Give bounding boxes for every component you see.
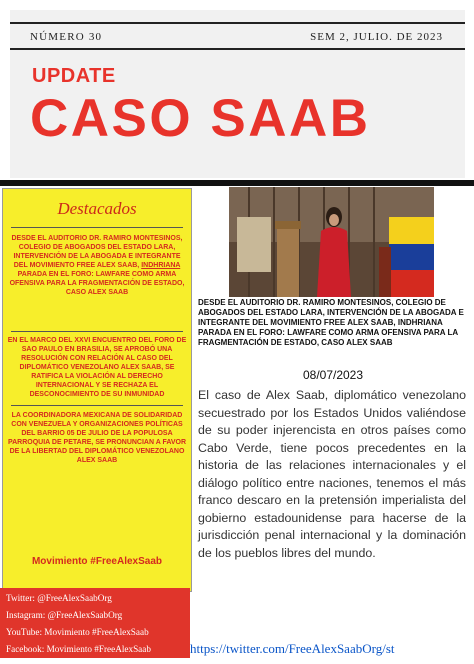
event-photo-image [229, 187, 434, 297]
highlight-item-1-text-end: PARADA EN EL FORO: LAWFARE COMO ARMA OFENSIVA PARA LA FRAGMENTACIÓN DE ESTADO, CASO ALEX SAAB [9, 271, 185, 296]
social-instagram[interactable]: Instagram: @FreeAlexSaabOrg [6, 610, 123, 620]
event-photo [229, 187, 434, 297]
sidebar-title: Destacados [57, 199, 137, 218]
masthead-top-rule [10, 22, 465, 24]
article-body: El caso de Alex Saab, diplomático venezolano secuestrado por los Estados Unidos valiéndose de su poder injerencista en otros países como Cabo Verde, tiene pocos precedentes en la historia de las relaciones internacionales y el diálogo político entre naciones, tenemos el más franco descaro en la pretensión imperialista del gobierno estadounidense para hacerse de la jurisdicción penal internacional y la dominación de los pueblos libres del mundo. [198, 388, 466, 560]
highlights-sidebar [2, 188, 192, 592]
twitter-link[interactable]: https://twitter.com/FreeAlexSaabOrg/st [190, 641, 395, 656]
highlight-item-2[interactable]: EN EL MARCO DEL XXVI ENCUENTRO DEL FORO DE SAO PAULO EN BRASILIA, SE APROBÓ UNA RESOLUCIÓN CON RELACIÓN AL CASO DEL DIPLOMÁTICO VENEZOLANO ALEX SAAB, SE RATIFICA LA VIOLACIÓN AL DERECHO INTERNACIONAL Y SE RECHAZA EL DESCONOCIMIENTO DE SU INMUNIDAD [7, 337, 187, 398]
header-divider [0, 180, 474, 186]
social-links-panel [0, 588, 190, 658]
masthead [10, 10, 465, 178]
social-facebook[interactable]: Facebook: Movimiento #FreeAlexSaab [6, 644, 151, 654]
highlight-item-3[interactable]: LA COORDINADORA MEXICANA DE SOLIDARIDAD CON VENEZUELA Y ORGANIZACIONES POLÍTICAS DEL BARRIO 05 DE JULIO DE LA POPULOSA PARROQUIA DE PETARE, SE PRONUNCIAN A FAVOR DE LA LIBERTAD DEL DIPLOMÁTICO VENEZOLANO ALEX SAAB [7, 412, 187, 464]
sidebar-divider [11, 227, 183, 228]
update-label: UPDATE [32, 65, 116, 87]
social-twitter[interactable]: Twitter: @FreeAlexSaabOrg [6, 593, 112, 603]
highlight-item-1-name: INDHRIANA [141, 262, 181, 269]
article-date: 08/07/2023 [302, 368, 364, 382]
sidebar-divider [11, 405, 183, 406]
highlight-item-1[interactable] [7, 234, 187, 297]
masthead-bottom-rule [10, 48, 465, 50]
highlight-item-1-text-start: DESDE EL AUDITORIO DR. RAMIRO MONTESINOS, COLEGIO DE ABOGADOS DEL ESTADO LARA, INTERVENCIÓN DE LA ABOGADA E INTEGRANTE DEL MOVIMIENTO FREE ALEX SAAB, [11, 235, 183, 269]
page-title: CASO SAAB [30, 89, 371, 148]
movement-heading: Movimiento #FreeAlexSaab [31, 556, 163, 567]
photo-caption: DESDE EL AUDITORIO DR. RAMIRO MONTESINOS, COLEGIO DE ABOGADOS DEL ESTADO LARA, INTERVENCIÓN DE LA ABOGADA E INTEGRANTE DEL MOVIMIENTO FREE ALEX SAAB, INDHRIANA PARADA EN EL FORO: LAWFARE COMO ARMA OFENSIVA PARA LA FRAGMENTACIÓN DE ESTADO, CASO ALEX SAAB [198, 298, 464, 347]
issue-date: SEM 2, JULIO. DE 2023 [310, 31, 443, 43]
issue-number: NÚMERO 30 [30, 31, 103, 43]
social-youtube[interactable]: YouTube: Movimiento #FreeAlexSaab [6, 627, 149, 637]
sidebar-divider [11, 331, 183, 332]
